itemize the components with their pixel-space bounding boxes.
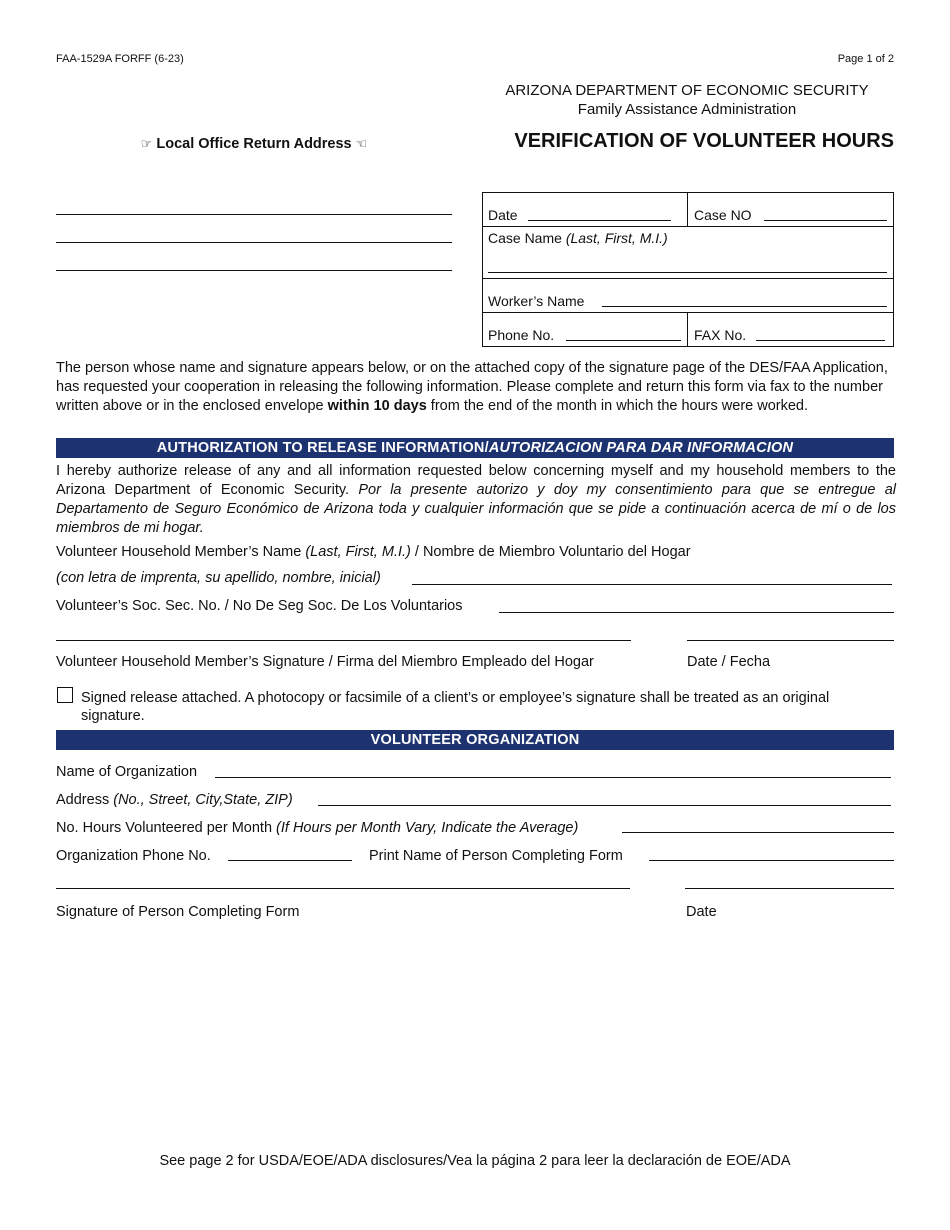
intro-deadline: within 10 days [327,398,427,414]
pointing-hand-right-icon: ☞ [140,136,153,151]
form-id: FAA-1529A FORFF (6-23) [56,53,184,65]
organization-name-label: Name of Organization [56,764,198,780]
ssn-label: Volunteer’s Soc. Sec. No. / No De Seg Soc. De Los Voluntarios [56,598,463,614]
phone-field[interactable] [566,340,681,341]
agency-name: ARIZONA DEPARTMENT OF ECONOMIC SECURITY [505,82,869,99]
organization-phone-label: Organization Phone No. [56,848,211,864]
box-divider-1 [482,226,894,227]
completer-date-field[interactable] [685,888,894,889]
box-divider-3 [482,312,894,313]
member-signature-field[interactable] [56,640,631,641]
date-label: Date [488,207,518,223]
box-divider-2 [482,278,894,279]
case-name-label-group [488,230,668,246]
authorization-paragraph [56,462,896,538]
member-name-hint-es: (con letra de imprenta, su apellido, nombre, inicial) [56,570,381,586]
completer-signature-label: Signature of Person Completing Form [56,904,300,920]
member-name-hint: (Last, First, M.I.) [305,544,411,560]
print-name-field[interactable] [649,860,894,861]
authorization-text-es: Por la presente autorizo y doy my consentimiento para que se entregue al Departamento de Seguro Económico de Arizona toda y cualquier información que se pide a continuación acerca de mí o de los miembros de mi hogar. [56,482,896,536]
completer-signature-field[interactable] [56,888,630,889]
organization-address-field[interactable] [318,805,891,806]
pointing-hand-left-icon: ☜ [355,136,368,151]
worker-name-label: Worker’s Name [488,293,585,309]
organization-name-field[interactable] [215,777,891,778]
division-name: Family Assistance Administration [577,101,797,118]
phone-label: Phone No. [488,327,555,343]
case-no-field[interactable] [764,220,887,221]
member-name-label-en: Volunteer Household Member’s Name [56,544,306,560]
footer-disclosure: See page 2 for USDA/EOE/ADA disclosures/Vea la página 2 para leer la declaración de EOE/ADA [159,1153,791,1169]
case-info-box [482,192,894,347]
box-vdivider-1 [687,192,688,226]
signed-release-label: Signed release attached. A photocopy or facsimile of a client’s or employee’s signature shall be treated as an original signature. [81,690,830,724]
return-address-label: Local Office Return Address [156,136,352,152]
signed-release-checkbox[interactable] [57,687,73,703]
member-name-field[interactable] [412,584,892,585]
case-no-label: Case NO [694,207,752,223]
intro-text-end: from the end of the month in which the hours were worked. [426,398,809,414]
organization-address-label [56,792,293,808]
ssn-field[interactable] [499,612,894,613]
member-signature-label: Volunteer Household Member’s Signature / Firma del Miembro Empleado del Hogar [56,654,594,670]
hours-volunteered-field[interactable] [622,832,894,833]
intro-text: The person whose name and signature appears below, or on the attached copy of the signature page of the DES/FAA Application, has requested your cooperation in releasing the following information. Please complete and return this form via fax to the number written above or in the enclosed envelope [56,360,888,414]
hours-hint: (If Hours per Month Vary, Indicate the Average) [276,820,579,836]
completer-date-label: Date [686,904,717,920]
date-field[interactable] [528,220,671,221]
member-name-label [56,544,691,560]
authorization-text-en: I hereby authorize release of any and all information requested below concerning myself and my household members to the Arizona Department of Economic Security. [56,463,896,498]
address-label-text: Address [56,792,114,808]
box-vdivider-2 [687,312,688,347]
case-name-label: Case Name [488,230,562,246]
return-address-line-1[interactable] [56,214,452,215]
worker-name-field[interactable] [602,306,887,307]
intro-paragraph [56,359,896,416]
address-hint: (No., Street, City,State, ZIP) [113,792,293,808]
return-address-heading [56,136,452,152]
case-name-field[interactable] [488,272,887,273]
hours-volunteered-label [56,820,578,836]
fax-label: FAX No. [694,327,747,343]
print-name-label: Print Name of Person Completing Form [369,848,623,864]
member-signature-date-label: Date / Fecha [687,654,771,670]
authorization-banner-es: AUTORIZACION PARA DAR INFORMACION [488,440,794,456]
hours-label-text: No. Hours Volunteered per Month [56,820,277,836]
page-number: Page 1 of 2 [837,53,894,65]
volunteer-organization-banner: VOLUNTEER ORGANIZATION [56,730,894,750]
page-title: VERIFICATION OF VOLUNTEER HOURS [514,130,894,152]
organization-phone-field[interactable] [228,860,352,861]
authorization-banner-en: AUTHORIZATION TO RELEASE INFORMATION/ [156,440,489,456]
authorization-banner [56,438,894,458]
fax-field[interactable] [756,340,885,341]
case-name-hint: (Last, First, M.I.) [565,230,668,246]
member-name-label-es: / Nombre de Miembro Voluntario del Hogar [410,544,691,560]
member-signature-date-field[interactable] [687,640,894,641]
return-address-line-3[interactable] [56,270,452,271]
return-address-line-2[interactable] [56,242,452,243]
